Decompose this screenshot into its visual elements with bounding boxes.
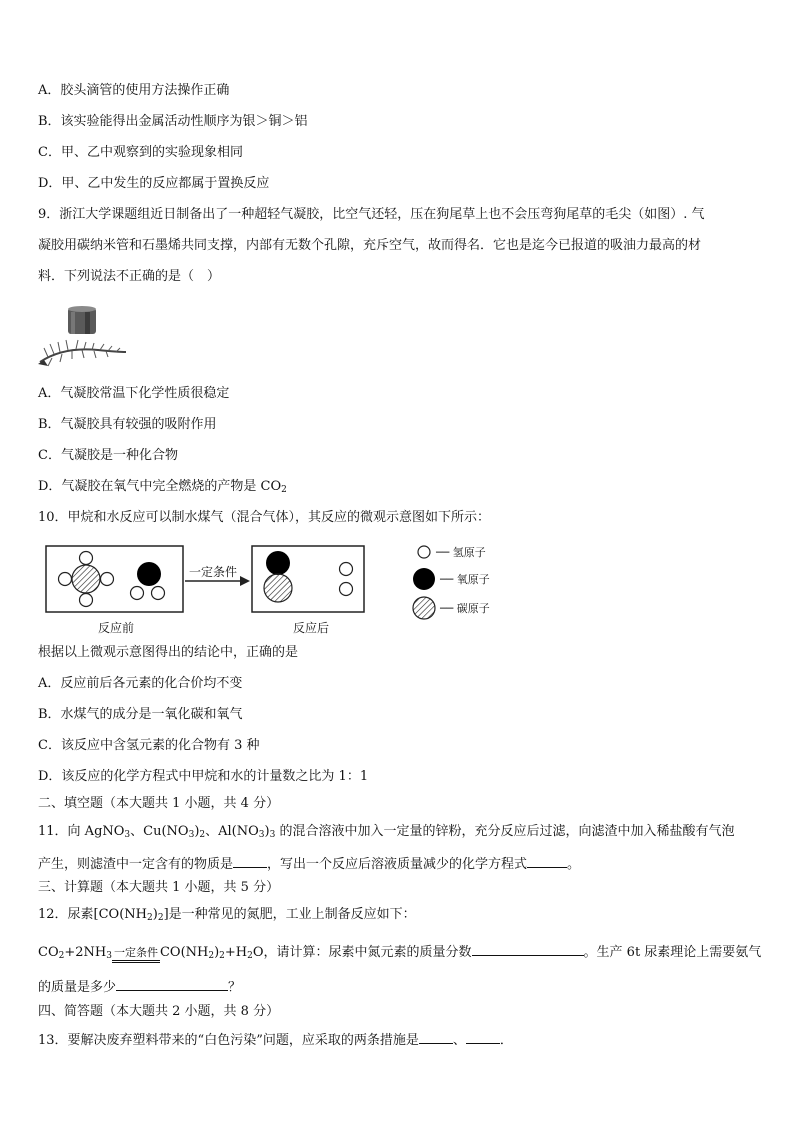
after-reaction-label: 反应后 bbox=[293, 621, 330, 635]
q11-answer-blank-1[interactable] bbox=[233, 855, 267, 868]
q10-option-a: A．反应前后各元素的化合价均不变 bbox=[38, 676, 243, 691]
q12-answer-blank-1[interactable] bbox=[472, 943, 584, 956]
before-reaction-label: 反应前 bbox=[98, 621, 135, 635]
q11-answer-blank-2[interactable] bbox=[527, 855, 567, 868]
q8-option-a: A．胶头滴管的使用方法操作正确 bbox=[38, 83, 230, 98]
legend-oxygen: ── 氧原子 bbox=[440, 573, 490, 586]
q8-option-c: C．甲、乙中观察到的实验现象相同 bbox=[38, 145, 243, 160]
q10-option-d: D．该反应的化学方程式中甲烷和水的计量数之比为 1：1 bbox=[38, 769, 369, 784]
q9-stem-line1: 9．浙江大学课题组近日制备出了一种超轻气凝胶，比空气还轻，压在狗尾草上也不会压弯狗尾草的毛尖（如图）. 气 bbox=[38, 207, 705, 222]
q9-stem-line2: 凝胶用碳纳米管和石墨烯共同支撑，内部有无数个孔隙，充斥空气，故而得名．它也是迄今已报道的吸油力最高的材 bbox=[38, 238, 702, 253]
q13-answer-blank-2[interactable] bbox=[466, 1031, 500, 1044]
q9-option-c: C．气凝胶是一种化合物 bbox=[38, 448, 178, 463]
section-fill-in-heading: 二、填空题（本大题共 1 小题，共 4 分） bbox=[38, 796, 280, 811]
q9-option-a: A．气凝胶常温下化学性质很稳定 bbox=[38, 386, 230, 401]
q9-option-b: B．气凝胶具有较强的吸附作用 bbox=[38, 417, 217, 432]
reaction-micro-diagram bbox=[38, 538, 538, 638]
q11-stem-line1: 11．向 AgNO$_3$、$Cu(NO_3)_2$、$Al(NO_3)_3$ 的混合溶液中加入一定量的锌粉，充分反应后过滤，向滤渣中加入稀盐酸有气泡 bbox=[38, 824, 735, 840]
q8-option-d: D．甲、乙中发生的反应都属于置换反应 bbox=[38, 176, 270, 191]
legend-hydrogen: ── 氢原子 bbox=[436, 546, 486, 559]
q12-equation-line: $CO_2+2NH_3$ 一定条件 $CO(NH_2)_2+H_2O$，请计算：尿素中氮元素的质量分数 。生产 6t 尿素理论上需要氨气 bbox=[38, 945, 762, 961]
legend-carbon: ── 碳原子 bbox=[440, 602, 490, 615]
hydrogen-atom-icon bbox=[418, 546, 430, 558]
q13-stem: 13．要解决废弃塑料带来的“白色污染”问题，应采取的两条措施是 、 ． bbox=[38, 1033, 513, 1048]
q12-stem-line1: 12．尿素$[CO(NH_2)_2]$是一种常见的氮肥，工业上制备反应如下： bbox=[38, 907, 416, 923]
oxygen-atom-icon bbox=[413, 568, 435, 590]
q13-answer-blank-1[interactable] bbox=[419, 1031, 453, 1044]
section-calc-heading: 三、计算题（本大题共 1 小题，共 5 分） bbox=[38, 880, 280, 895]
q10-stem: 10．甲烷和水反应可以制水煤气（混合气体），其反应的微观示意图如下所示： bbox=[38, 510, 491, 525]
carbon-atom-icon bbox=[413, 597, 435, 619]
q12-stem-line3: 的质量是多少 ？ bbox=[38, 980, 242, 995]
q10-option-b: B．水煤气的成分是一氧化碳和氧气 bbox=[38, 707, 243, 722]
reaction-condition-label: 一定条件 bbox=[189, 565, 238, 579]
section-short-answer-heading: 四、简答题（本大题共 2 小题，共 8 分） bbox=[38, 1004, 280, 1019]
q12-reaction-condition: 一定条件 bbox=[113, 946, 158, 959]
q9-stem-line3: 料．下列说法不正确的是（ ） bbox=[38, 269, 221, 284]
q10-lead: 根据以上微观示意图得出的结论中，正确的是 bbox=[38, 645, 299, 660]
q10-option-c: C．该反应中含氢元素的化合物有 3 种 bbox=[38, 738, 260, 753]
q12-answer-blank-2[interactable] bbox=[116, 978, 228, 991]
aerogel-on-grass-image bbox=[38, 302, 128, 372]
q11-stem-line2: 产生，则滤渣中一定含有的物质是 ，写出一个反应后溶液质量减少的化学方程式 。 bbox=[38, 857, 581, 872]
q8-option-b: B．该实验能得出金属活动性顺序为银＞铜＞铝 bbox=[38, 114, 308, 129]
q9-option-d: D．气凝胶在氧气中完全燃烧的产物是 $CO_2$ bbox=[38, 479, 287, 495]
